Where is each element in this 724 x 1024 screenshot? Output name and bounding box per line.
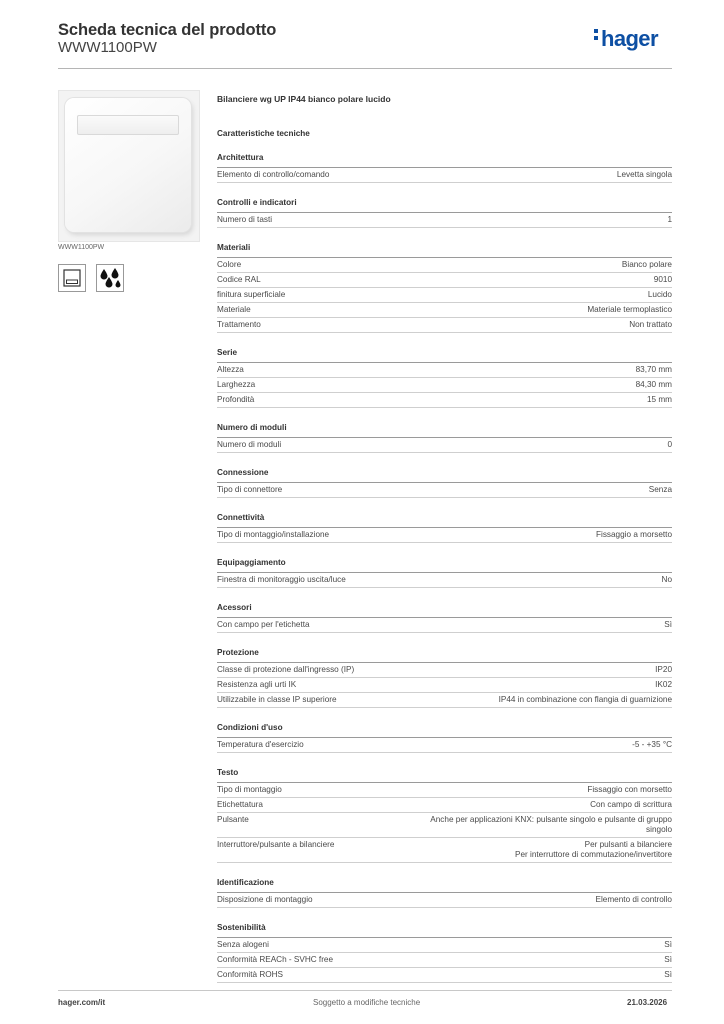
spec-label: Utilizzabile in classe IP superiore [217,695,337,704]
spec-label: Codice RAL [217,275,261,284]
spec-value [515,840,672,860]
spec-value [629,320,672,330]
spec-label: Tipo di montaggio [217,785,282,794]
spec-value-line: No [661,575,672,584]
section-title: Architettura [217,153,672,168]
document-title: Scheda tecnica del prodotto [58,21,277,39]
spec-row [217,363,672,378]
section-title: Protezione [217,648,672,663]
spec-label: Disposizione di montaggio [217,895,313,904]
section-title: Connessione [217,468,672,483]
spec-row [217,678,672,693]
spec-section [217,768,672,863]
splash-water-icon [96,264,124,292]
spec-label: Colore [217,260,242,269]
spec-label: Tipo di montaggio/installazione [217,530,330,539]
spec-value-line: Sì [664,970,672,979]
spec-row [217,438,672,453]
spec-value [596,530,672,540]
spec-value-line: 84,30 mm [635,380,672,389]
footer-note: Soggetto a modifiche tecniche [313,998,421,1007]
spec-label: Etichettatura [217,800,263,809]
spec-label: Tipo di connettore [217,485,283,494]
spec-label: Elemento di controllo/comando [217,170,330,179]
spec-value [655,680,672,690]
spec-content [217,94,672,983]
spec-value [648,290,672,300]
spec-value-line: Bianco polare [621,260,672,269]
hager-logo[interactable] [594,26,658,52]
spec-value-line: 0 [667,440,672,449]
spec-value-line: IP20 [655,665,672,674]
spec-row [217,838,672,863]
spec-value [655,665,672,675]
header-divider [58,68,672,69]
spec-value [632,740,672,750]
spec-value-line: singolo [646,825,672,834]
spec-section [217,648,672,708]
spec-value-line: Lucido [647,290,672,299]
spec-value [587,305,672,315]
spec-label: Trattamento [217,320,261,329]
spec-label: Pulsante [217,815,249,824]
spec-value-line: Fissaggio a morsetto [596,530,672,539]
section-title: Sostenibilità [217,923,672,938]
spec-section [217,423,672,453]
spec-value [647,395,672,405]
spec-section [217,348,672,408]
spec-label: Conformità ROHS [217,970,283,979]
spec-label: Profondità [217,395,255,404]
spec-value-line: IP44 in combinazione con flangia di guarnizione [498,695,672,704]
spec-value [649,485,672,495]
spec-row [217,168,672,183]
spec-row [217,893,672,908]
section-title: Condizioni d'uso [217,723,672,738]
spec-value [664,620,672,630]
spec-row [217,693,672,708]
spec-row [217,483,672,498]
spec-label: Senza alogeni [217,940,269,949]
spec-value-line: 15 mm [646,395,672,404]
spec-value [617,170,672,180]
spec-value-line: Materiale termoplastico [587,305,672,314]
spec-row [217,318,672,333]
spec-value-line: 83,70 mm [635,365,672,374]
spec-label: Numero di moduli [217,440,282,449]
spec-label: Numero di tasti [217,215,273,224]
spec-value-line: Con campo di scrittura [590,800,672,809]
spec-section [217,603,672,633]
section-title: Numero di moduli [217,423,672,438]
spec-value [499,695,672,705]
spec-row [217,968,672,983]
spec-section [217,723,672,753]
spec-value-line: -5 - +35 °C [632,740,672,749]
spec-value-line: IK02 [655,680,672,689]
spec-value-line: Levetta singola [616,170,672,179]
spec-row [217,573,672,588]
footer-website-link[interactable]: hager.com/it [58,998,106,1007]
spec-value [430,815,672,835]
spec-value [587,785,672,795]
spec-label: Larghezza [217,380,256,389]
section-title: Connettività [217,513,672,528]
spec-value [664,970,672,980]
spec-value-line: Elemento di controllo [595,895,672,904]
spec-label: Resistenza agli urti IK [217,680,297,689]
spec-row [217,813,672,838]
flush-mounting-icon [58,264,86,292]
section-title: Equipaggiamento [217,558,672,573]
section-title: Controlli e indicatori [217,198,672,213]
spec-section [217,878,672,908]
spec-section [217,513,672,543]
spec-value [636,380,672,390]
spec-value [664,955,672,965]
logo-dots-icon [594,29,599,43]
spec-label: Temperatura d'esercizio [217,740,304,749]
footer-date: 21.03.2026 [627,998,668,1007]
spec-value-line: Non trattato [629,320,672,329]
section-title: Materiali [217,243,672,258]
spec-sections [217,153,672,983]
spec-value [667,215,672,225]
spec-value [664,940,672,950]
spec-row [217,738,672,753]
spec-row [217,393,672,408]
spec-row [217,938,672,953]
spec-row [217,258,672,273]
image-caption: WWW1100PW [58,244,105,251]
spec-value [622,260,672,270]
product-name: Bilanciere wg UP IP44 bianco polare lucido [217,94,391,104]
spec-value-line: Fissaggio con morsetto [587,785,672,794]
spec-row [217,303,672,318]
product-image [58,90,200,242]
spec-row [217,663,672,678]
spec-section [217,468,672,498]
spec-row [217,953,672,968]
section-title: Identificazione [217,878,672,893]
spec-label: Materiale [217,305,251,314]
spec-value [590,800,672,810]
spec-row [217,378,672,393]
spec-label: Interruttore/pulsante a bilanciere [217,840,335,849]
footer-divider [58,990,672,991]
spec-value [596,895,672,905]
spec-value-line: Anche per applicazioni KNX: pulsante singolo e pulsante di gruppo [430,815,672,824]
spec-row [217,213,672,228]
spec-value [662,575,672,585]
specs-heading: Caratteristiche tecniche [217,129,310,138]
section-title: Acessori [217,603,672,618]
spec-label: Con campo per l'etichetta [217,620,310,629]
logo-text: hager [601,26,658,51]
spec-row [217,528,672,543]
spec-value-line: 9010 [653,275,672,284]
spec-section [217,558,672,588]
spec-row [217,618,672,633]
spec-row [217,783,672,798]
product-code-title: WWW1100PW [58,39,157,56]
rocker-plate [65,98,191,232]
spec-label: finitura superficiale [217,290,286,299]
spec-value-line: Sì [664,620,672,629]
spec-value-line: Sì [664,940,672,949]
spec-label: Finestra di monitoraggio uscita/luce [217,575,346,584]
spec-row [217,798,672,813]
spec-value [636,365,672,375]
spec-value-line: Sì [664,955,672,964]
spec-row [217,273,672,288]
spec-value-line: Per pulsanti a bilanciere [584,840,672,849]
spec-section [217,153,672,183]
spec-value [654,275,672,285]
spec-value [667,440,672,450]
section-title: Testo [217,768,672,783]
spec-section [217,198,672,228]
spec-value-line: Senza [648,485,672,494]
spec-section [217,923,672,983]
spec-label: Classe di protezione dall'ingresso (IP) [217,665,355,674]
spec-value-line: Per interruttore di commutazione/invertitore [515,850,672,859]
section-title: Serie [217,348,672,363]
spec-row [217,288,672,303]
spec-label: Altezza [217,365,244,374]
spec-label: Conformità REACh - SVHC free [217,955,334,964]
spec-value-line: 1 [667,215,672,224]
spec-section [217,243,672,333]
label-window [77,115,179,135]
